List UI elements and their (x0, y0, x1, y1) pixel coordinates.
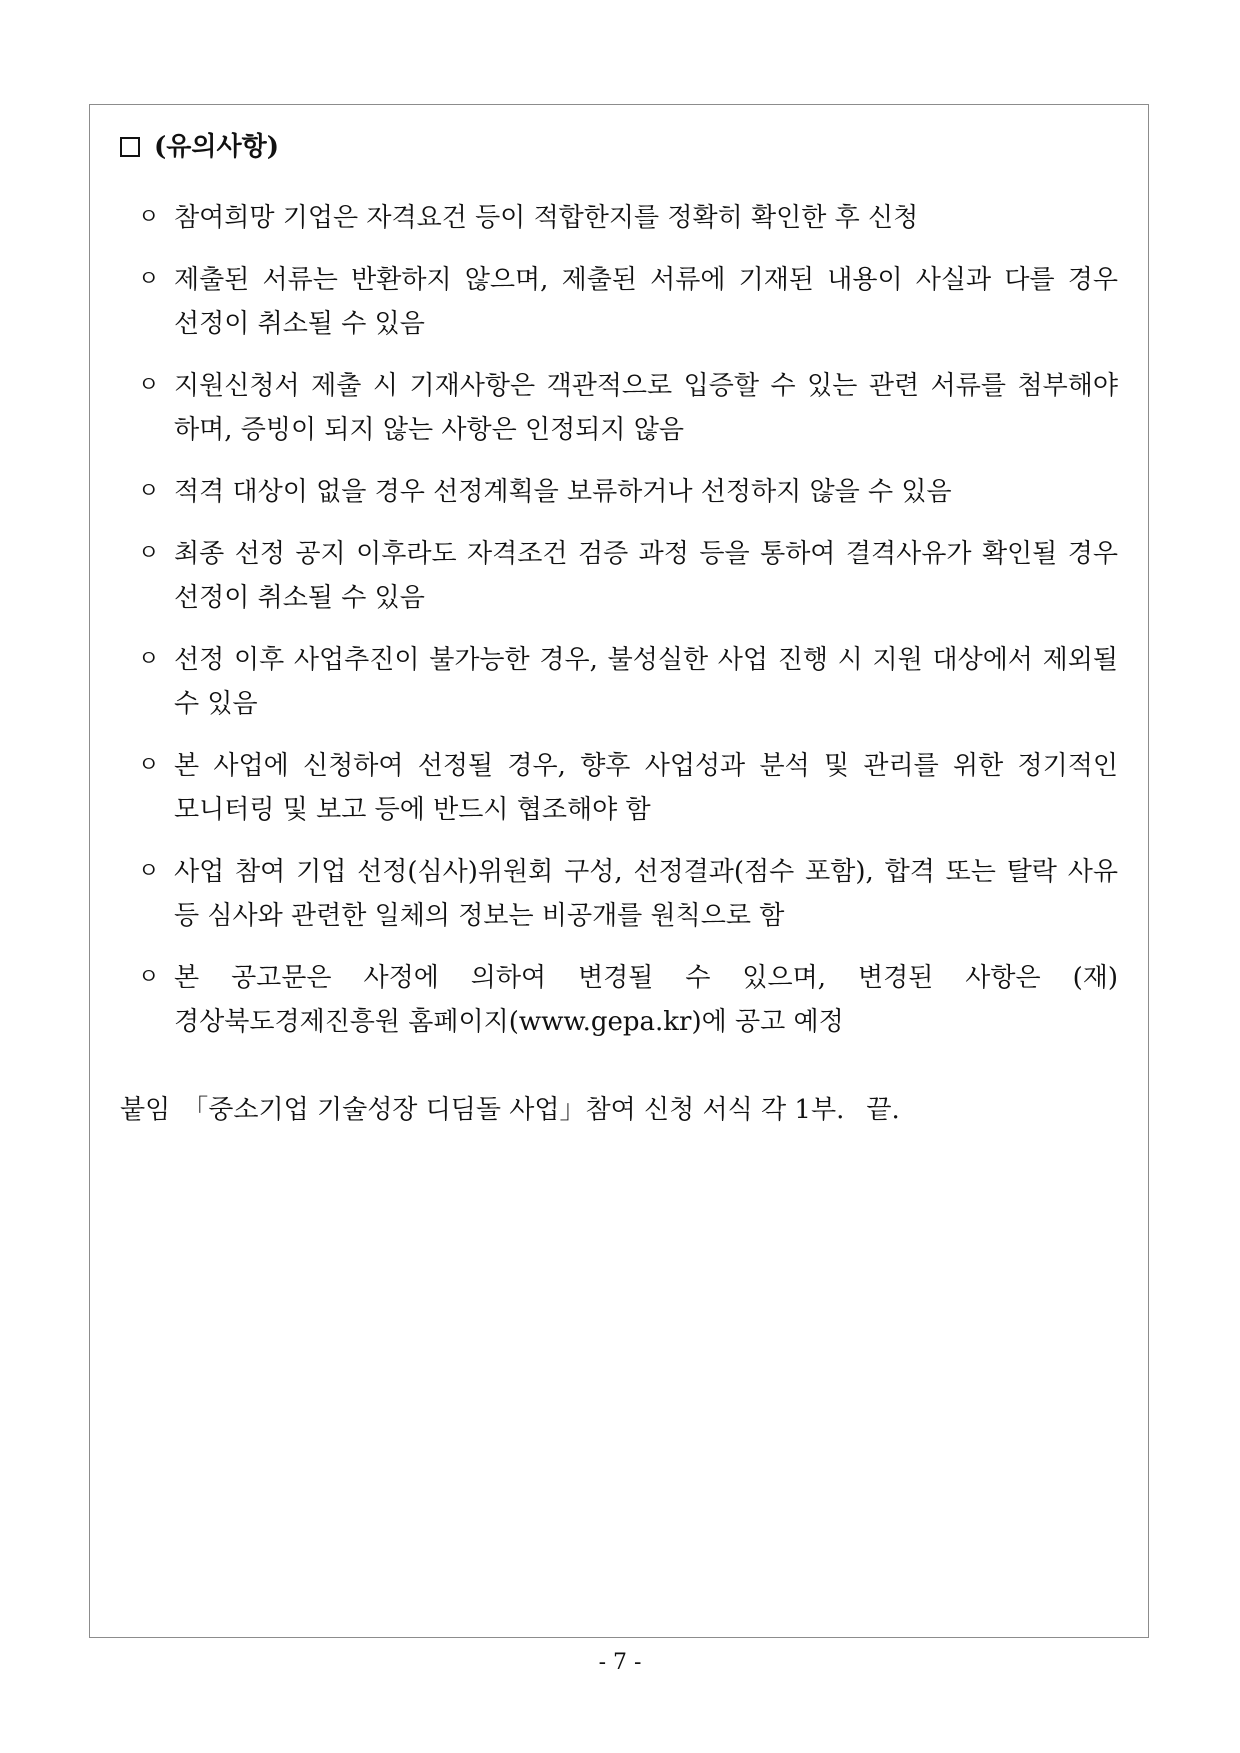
note-item (134, 258, 1118, 346)
attachment-end-mark: 끝. (866, 1095, 900, 1125)
note-text: 선정 이후 사업추진이 불가능한 경우, 불성실한 사업 진행 시 지원 대상에서 제외될 수 있음 (174, 645, 1118, 719)
note-text: 참여희망 기업은 자격요건 등이 적합한지를 정확히 확인한 후 신청 (174, 203, 919, 233)
note-item (134, 532, 1118, 620)
note-item (134, 956, 1118, 1044)
note-text: 제출된 서류는 반환하지 않으며, 제출된 서류에 기재된 내용이 사실과 다를 경우 선정이 취소될 수 있음 (174, 265, 1118, 339)
note-item (134, 744, 1118, 832)
note-text: 본 공고문은 사정에 의하여 변경될 수 있으며, 변경된 사항은 (재)경상북도경제진흥원 홈페이지(www.gepa.kr)에 공고 예정 (174, 963, 1118, 1037)
circle-bullet-icon: ㅇ (138, 267, 160, 292)
note-item (134, 638, 1118, 726)
note-item (134, 850, 1118, 938)
section-heading-text: (유의사항) (154, 132, 280, 162)
note-text: 적격 대상이 없을 경우 선정계획을 보류하거나 선정하지 않을 수 있음 (174, 477, 952, 507)
attachment-text: 「중소기업 기술성장 디딤돌 사업」참여 신청 서식 각 1부. (182, 1095, 845, 1125)
attachment-label: 붙임 (120, 1095, 171, 1125)
notes-list (134, 196, 1118, 1062)
note-item (134, 470, 1118, 514)
circle-bullet-icon: ㅇ (138, 373, 160, 398)
circle-bullet-icon: ㅇ (138, 647, 160, 672)
square-checkbox-icon (120, 137, 140, 157)
circle-bullet-icon: ㅇ (138, 859, 160, 884)
circle-bullet-icon: ㅇ (138, 965, 160, 990)
note-item (134, 196, 1118, 240)
circle-bullet-icon: ㅇ (138, 479, 160, 504)
note-text: 최종 선정 공지 이후라도 자격조건 검증 과정 등을 통하여 결격사유가 확인될 경우 선정이 취소될 수 있음 (174, 539, 1118, 613)
note-text: 본 사업에 신청하여 선정될 경우, 향후 사업성과 분석 및 관리를 위한 정기적인 모니터링 및 보고 등에 반드시 협조해야 함 (174, 751, 1118, 825)
attachment-line (120, 1090, 900, 1130)
circle-bullet-icon: ㅇ (138, 541, 160, 566)
circle-bullet-icon: ㅇ (138, 205, 160, 230)
note-text: 지원신청서 제출 시 기재사항은 객관적으로 입증할 수 있는 관련 서류를 첨부해야 하며, 증빙이 되지 않는 사항은 인정되지 않음 (174, 371, 1118, 445)
section-heading (120, 128, 279, 166)
note-item (134, 364, 1118, 452)
page-number: - 7 - (598, 1650, 642, 1675)
note-text: 사업 참여 기업 선정(심사)위원회 구성, 선정결과(점수 포함), 합격 또는 탈락 사유 등 심사와 관련한 일체의 정보는 비공개를 원칙으로 함 (174, 857, 1118, 931)
circle-bullet-icon: ㅇ (138, 753, 160, 778)
